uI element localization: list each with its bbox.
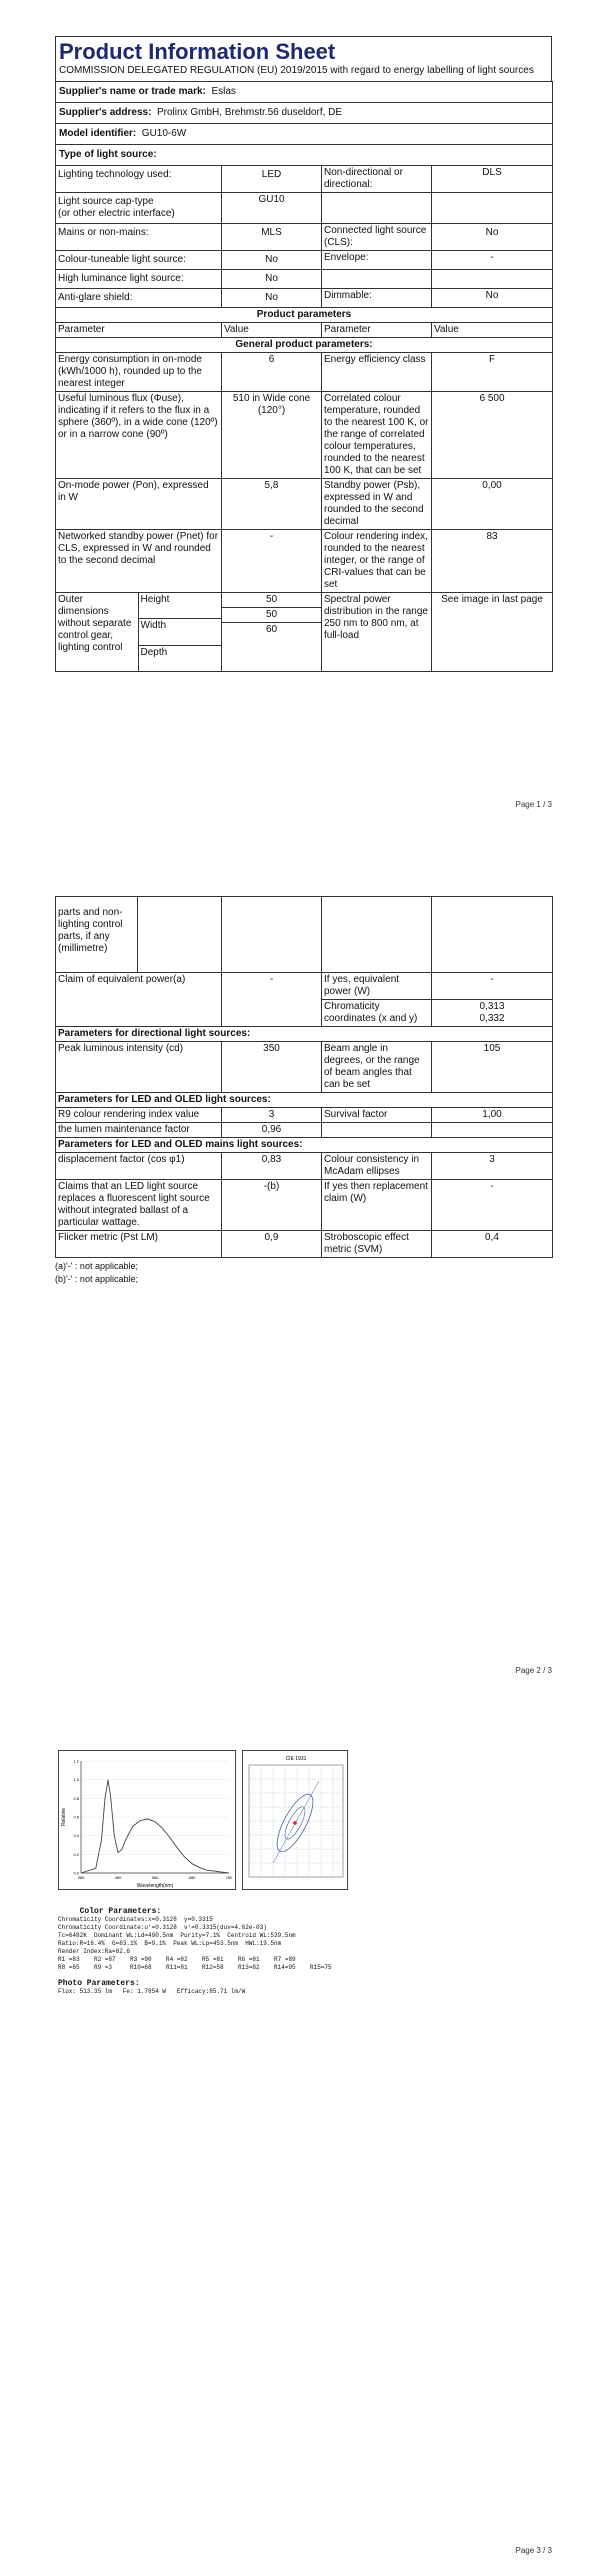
chart-xlabel: Wavelength(nm) <box>136 1883 174 1889</box>
spectrum-svg <box>59 1751 237 1891</box>
claims-label: Claims that an LED light source replaces a fluorescent light source without integrated ballast of a particular wattage. <box>56 1180 222 1231</box>
outer-dimensions-label: Outer dimensions without separate control gear, lighting control <box>56 593 138 671</box>
replace-value: - <box>432 1180 553 1231</box>
dim-label: Width <box>138 619 221 646</box>
y-tick-label: 0.0 <box>73 1870 79 1876</box>
type-value: No <box>222 270 322 289</box>
equiv-value: - <box>432 973 553 1000</box>
photo-line: Flux: 513.35 lm Fe: 1.7854 W Efficacy:85.71 lm/W <box>58 1988 246 1995</box>
param-label: Energy consumption in on-mode (kWh/1000 h), rounded up to the nearest integer <box>56 353 222 392</box>
type-value: No <box>432 224 553 251</box>
cie-svg <box>243 1751 349 1891</box>
param-value: 83 <box>432 530 553 593</box>
spectrum-line <box>81 1780 229 1873</box>
consist-label: Colour consistency in McAdam ellipses <box>322 1153 432 1180</box>
type-label: Colour-tuneable light source: <box>56 251 222 270</box>
directional-header: Parameters for directional light sources: <box>56 1027 553 1042</box>
strobo-value: 0,4 <box>432 1231 553 1258</box>
supplier-name-label: Supplier's name or trade mark: <box>59 86 206 97</box>
beam-value: 105 <box>432 1042 553 1093</box>
param-row <box>56 1231 553 1258</box>
x-tick-label: 780 <box>225 1875 233 1880</box>
page-number: Page 1 / 3 <box>515 800 552 809</box>
chroma-value: 0,313 0,332 <box>432 1000 553 1027</box>
type-value: LED <box>222 166 322 193</box>
spectral-value: See image in last page <box>432 593 553 672</box>
param-label: Useful luminous flux (Φuse), indicating if it refers to the flux in a sphere (360º), in a wide cone (120º) or in a narrow cone (90º) <box>56 392 222 479</box>
cie-chart <box>242 1750 348 1890</box>
chart-ylabel: Relative <box>61 1807 67 1827</box>
type-header-row <box>56 145 553 166</box>
param-row <box>56 1108 553 1123</box>
param-row <box>56 353 553 392</box>
directional-header-row <box>56 1027 553 1042</box>
supplier-name: Eslas <box>211 86 236 97</box>
type-value: No <box>222 289 322 308</box>
footnote-a: (a)'-' : not applicable; <box>55 1261 138 1271</box>
type-value <box>432 193 553 224</box>
color-line: Render Index:Ra=82.6 <box>58 1948 131 1955</box>
dimensions-cell <box>56 593 222 672</box>
param-label: Energy efficiency class <box>322 353 432 392</box>
type-label: Connected light source (CLS): <box>322 224 432 251</box>
supplier-address-row <box>56 103 553 124</box>
cie-title: CIE 1931 <box>285 1756 307 1762</box>
param-value: F <box>432 353 553 392</box>
page-1 <box>0 0 603 840</box>
peak-label: Peak luminous intensity (cd) <box>56 1042 222 1093</box>
param-row <box>56 479 553 530</box>
model-identifier: GU10-6W <box>141 128 187 139</box>
column-header: Value <box>432 323 553 338</box>
cie-grid <box>249 1765 343 1877</box>
x-tick-label: 480 <box>114 1875 122 1880</box>
type-label: Lighting technology used: <box>56 166 222 193</box>
page-number: Page 2 / 3 <box>515 1666 552 1675</box>
claim-value: - <box>222 973 322 1027</box>
survival-value: 1,00 <box>432 1108 553 1123</box>
y-tick-label: 0.2 <box>73 1851 79 1857</box>
flicker-value: 0,9 <box>222 1231 322 1258</box>
product-params-header: Product parameters <box>56 308 553 323</box>
page-title: Product Information Sheet <box>59 39 336 64</box>
outer-dimensions-label-continued: parts and non-lighting control parts, if any (millimetre) <box>56 897 138 973</box>
general-header: General product parameters: <box>56 338 553 353</box>
param-value: 5,8 <box>222 479 322 530</box>
type-label <box>322 193 432 224</box>
x-tick-label: 580 <box>151 1875 159 1880</box>
dim-label: Height <box>138 593 221 619</box>
page-3 <box>0 1700 603 2560</box>
survival-label: Survival factor <box>322 1108 432 1123</box>
claims-value: -(b) <box>222 1180 322 1231</box>
r9-value: 3 <box>222 1108 322 1123</box>
led-header-row <box>56 1093 553 1108</box>
r9-label: R9 colour rendering index value <box>56 1108 222 1123</box>
chroma-label: Chromaticity coordinates (x and y) <box>322 1000 432 1027</box>
param-row <box>56 530 553 593</box>
page-number: Page 3 / 3 <box>515 2546 552 2555</box>
column-header: Value <box>222 323 322 338</box>
color-params-title: Color Parameters: <box>79 1907 162 1916</box>
dim-values-cell <box>222 593 322 672</box>
dim-value: 60 <box>222 623 321 665</box>
color-line: R1 =83 R2 =87 R3 =90 R4 =82 R5 =81 R6 =81 R7 =89 <box>58 1956 296 1963</box>
consist-value: 3 <box>432 1153 553 1180</box>
info-table-continued <box>55 896 553 1258</box>
color-line: Chromaticity Coordinates:x=0.3128 y=0.3315 <box>58 1916 213 1923</box>
lumen-value: 0,96 <box>222 1123 322 1138</box>
type-row <box>56 270 553 289</box>
replace-label: If yes then replacement claim (W) <box>322 1180 432 1231</box>
general-header-row <box>56 338 553 353</box>
claim-label: Claim of equivalent power(a) <box>56 973 222 1027</box>
cie-frame <box>249 1765 343 1877</box>
param-value: 510 in Wide cone (120°) <box>222 392 322 479</box>
type-label: Dimmable: <box>322 289 432 308</box>
disp-label: displacement factor (cos φ1) <box>56 1153 222 1180</box>
strobo-label: Stroboscopic effect metric (SVM) <box>322 1231 432 1258</box>
param-label: Networked standby power (Pnet) for CLS, expressed in W and rounded to the second decimal <box>56 530 222 593</box>
dim-values-table <box>222 593 321 665</box>
param-value: 0,00 <box>432 479 553 530</box>
page-2 <box>0 840 603 1700</box>
y-tick-label: 1.2 <box>73 1758 79 1764</box>
param-value: 6 500 <box>432 392 553 479</box>
param-label: On-mode power (Pon), expressed in W <box>56 479 222 530</box>
info-table <box>55 81 553 672</box>
y-tick-label: 0.8 <box>73 1795 79 1801</box>
type-label: Anti-glare shield: <box>56 289 222 308</box>
type-value: - <box>432 251 553 270</box>
param-label: Colour rendering index, rounded to the nearest integer, or the range of CRI-values that can be set <box>322 530 432 593</box>
dim-value: 50 <box>222 608 321 623</box>
spectrum-chart <box>58 1750 236 1890</box>
supplier-name-row <box>56 82 553 103</box>
dim-label: Depth <box>138 645 221 671</box>
footnotes <box>55 1260 552 1286</box>
model-row <box>56 124 553 145</box>
dimensions-continued-row <box>56 897 553 973</box>
flicker-label: Flicker metric (Pst LM) <box>56 1231 222 1258</box>
sheet-page-1 <box>55 36 552 672</box>
y-tick-label: 0.4 <box>73 1833 79 1839</box>
photo-params-title: Photo Parameters: <box>58 1979 140 1988</box>
type-label: High luminance light source: <box>56 270 222 289</box>
disp-value: 0,83 <box>222 1153 322 1180</box>
footnote-b: (b)'-' : not applicable; <box>55 1274 138 1284</box>
spectral-label: Spectral power distribution in the range 250 nm to 800 nm, at full-load <box>322 593 432 672</box>
claim-row <box>56 973 553 1000</box>
type-label: Envelope: <box>322 251 432 270</box>
param-label: Correlated colour temperature, rounded to the nearest 100 K, or the range of correlated colour temperatures, rounded to the nearest 100 K, that can be set <box>322 392 432 479</box>
color-line: Ratio:R=16.4% G=83.1% B=9.1% Peak WL:Lp=453.5nm HWL:19.5nm <box>58 1940 282 1947</box>
type-label: Light source cap-type (or other electric interface) <box>56 193 222 224</box>
type-value: No <box>222 251 322 270</box>
mains-header-row <box>56 1138 553 1153</box>
equiv-label: If yes, equivalent power (W) <box>322 973 432 1000</box>
type-label <box>322 270 432 289</box>
param-value: - <box>222 530 322 593</box>
param-label: Standby power (Psb), expressed in W and rounded to the second decimal <box>322 479 432 530</box>
y-tick-label: 1.0 <box>73 1777 79 1783</box>
type-row <box>56 193 553 224</box>
color-parameters <box>58 1900 378 2004</box>
column-header: Parameter <box>322 323 432 338</box>
type-header: Type of light source: <box>56 145 553 166</box>
lumen-label: the lumen maintenance factor <box>56 1123 222 1138</box>
column-header-row <box>56 323 553 338</box>
x-tick-label: 380 <box>77 1875 85 1880</box>
beam-label: Beam angle in degrees, or the range of beam angles that can be set <box>322 1042 432 1093</box>
title-box <box>55 36 552 81</box>
param-row <box>56 1123 553 1138</box>
dim-value: 50 <box>222 593 321 608</box>
y-tick-label: 0.6 <box>73 1814 79 1820</box>
param-row <box>56 1180 553 1231</box>
product-params-header-row <box>56 308 553 323</box>
type-value <box>432 270 553 289</box>
led-header: Parameters for LED and OLED light sources: <box>56 1093 553 1108</box>
color-line: R8 =65 R9 =3 R10=68 R11=81 R12=58 R13=82 R14=95 R15=75 <box>58 1964 332 1971</box>
param-row <box>56 1153 553 1180</box>
supplier-address-label: Supplier's address: <box>59 107 152 118</box>
mains-header: Parameters for LED and OLED mains light sources: <box>56 1138 553 1153</box>
color-line: Tc=6482K Dominant WL:Ld=490.5nm Purity=7.1% Centroid WL:539.5nm <box>58 1932 296 1939</box>
peak-value: 350 <box>222 1042 322 1093</box>
type-row <box>56 224 553 251</box>
chromaticity-point <box>293 1821 297 1825</box>
regulation-subtitle: COMMISSION DELEGATED REGULATION (EU) 2019/2015 with regard to energy labelling of light sources <box>59 65 534 76</box>
sheet-page-2 <box>55 896 552 1286</box>
type-value: GU10 <box>222 193 322 224</box>
color-line: Chromaticity Coordinate:u'=0.3128 v'=0.3315(duv=4.62e-03) <box>58 1924 267 1931</box>
dimensions-row <box>56 593 553 672</box>
model-label: Model identifier: <box>59 128 137 139</box>
type-row <box>56 289 553 308</box>
type-row <box>56 251 553 270</box>
dimensions-table <box>56 593 221 671</box>
supplier-address: Prolinx GmbH, Brehmstr.56 duseldorf, DE <box>156 107 343 118</box>
type-value: DLS <box>432 166 553 193</box>
param-row <box>56 1042 553 1093</box>
x-tick-label: 680 <box>188 1875 196 1880</box>
type-value: MLS <box>222 224 322 251</box>
column-header: Parameter <box>56 323 222 338</box>
param-value: 6 <box>222 353 322 392</box>
type-row <box>56 166 553 193</box>
type-label: Mains or non-mains: <box>56 224 222 251</box>
param-row <box>56 392 553 479</box>
type-value: No <box>432 289 553 308</box>
type-label: Non-directional or directional: <box>322 166 432 193</box>
